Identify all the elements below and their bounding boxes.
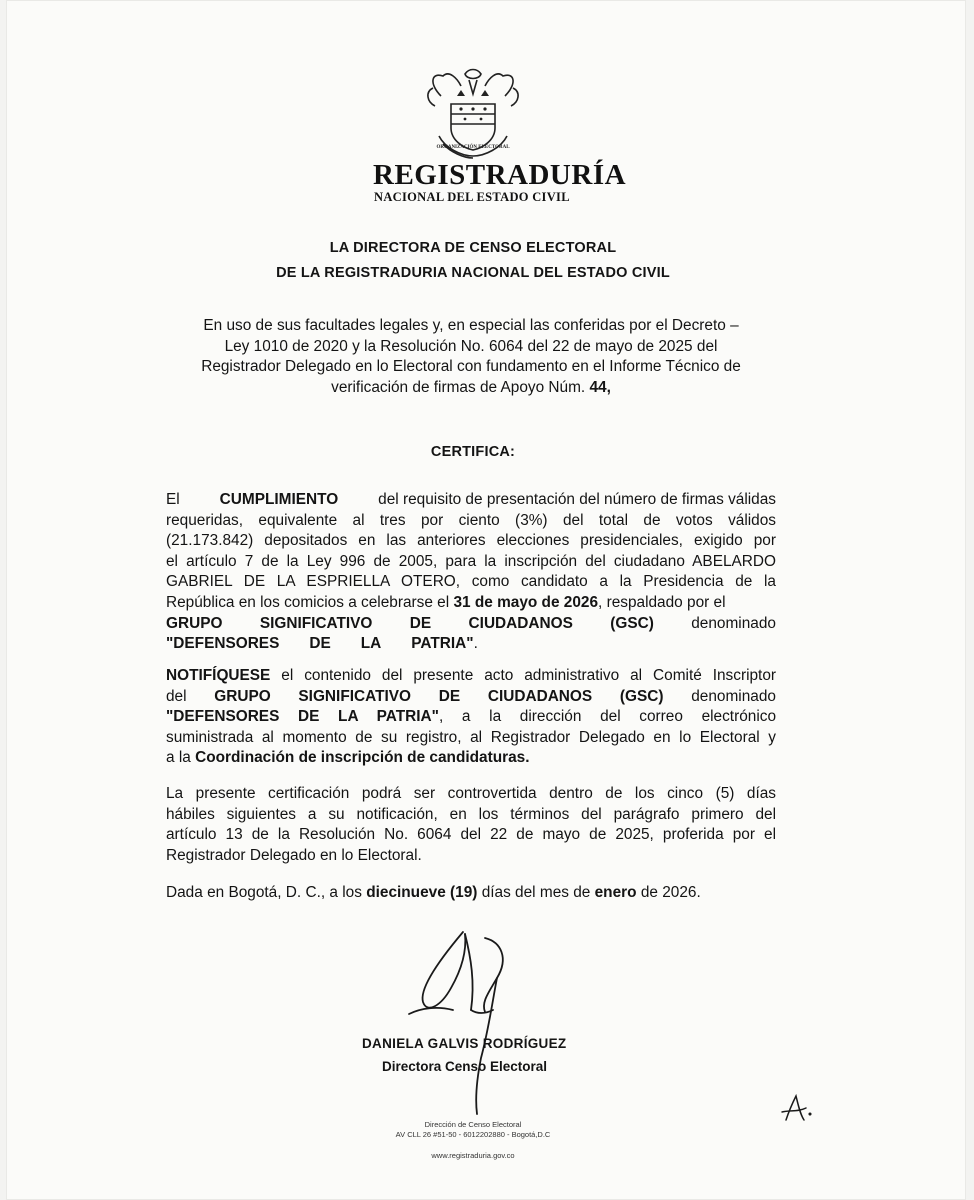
word: , a la dirección del correo electrónico [438, 708, 777, 726]
word-bold: enero [594, 884, 637, 901]
word-bold: CIUDADANOS [487, 687, 593, 705]
line-text: GABRIEL DE LA ESPRIELLA OTERO, como candidato a la Presidencia de la [166, 573, 776, 591]
heading-line-1: LA DIRECTORA DE CENSO ELECTORAL [329, 240, 617, 256]
word: el contenido del presente acto administrativo al Comité Inscriptor [281, 667, 777, 684]
text-line [166, 614, 776, 635]
word: de 2026. [640, 884, 701, 901]
text-line [166, 593, 776, 614]
word: , respaldado por el [598, 593, 726, 611]
line-text: La presente certificación podrá ser controvertida dentro de los cinco (5) días [166, 785, 776, 802]
word: República en los comicios a celebrarse el [166, 593, 450, 611]
word-bold: (GSC) [610, 614, 654, 632]
word-bold: GRUPO [214, 687, 271, 705]
text-line [166, 687, 776, 708]
word-bold: "DEFENSORES [166, 635, 280, 653]
word-bold: GRUPO [166, 614, 223, 632]
paragraph-controversy [166, 784, 776, 866]
line-text [166, 593, 726, 614]
heading-line-2: DE LA REGISTRADURIA NACIONAL DEL ESTADO CIVIL [276, 265, 670, 281]
paragraph-date [166, 883, 776, 904]
preamble-line: Ley 1010 de 2020 y la Resolución No. 6064 del 22 de mayo de 2025 del [224, 337, 718, 355]
word-bold: NOTIFÍQUESE [166, 667, 271, 684]
preamble-number: 44, [589, 378, 611, 396]
text-line [166, 490, 776, 511]
line-text: Registrador Delegado en lo Electoral. [166, 846, 422, 864]
word: denominado [691, 614, 776, 632]
word: del requisito de presentación del número de firmas válidas [378, 491, 776, 508]
word-bold: LA [360, 635, 382, 653]
line-text: (21.173.842) depositados en las anteriores elecciones presidenciales, exigido por [166, 532, 776, 550]
text-line [166, 784, 776, 805]
line-text [166, 666, 776, 687]
handwritten-signature [401, 918, 541, 1118]
text-line [166, 572, 776, 593]
text-line [166, 552, 776, 573]
footer-office: Dirección de Censo Electoral [424, 1120, 522, 1129]
line-text: hábiles siguientes a su notificación, en los términos del parágrafo primero del [166, 805, 776, 823]
line-text: requeridas, equivalente al tres por ciento (3%) del total de votos válidos [166, 511, 776, 529]
word-bold: PATRIA" [411, 635, 474, 653]
coat-of-arms-seal [421, 66, 525, 164]
word: a la [166, 749, 191, 767]
word: . [473, 635, 478, 653]
line-text: el artículo 7 de la Ley 996 de 2005, para la inscripción del ciudadano ABELARDO [166, 552, 776, 570]
word: El [166, 491, 180, 508]
word: Dada en Bogotá, D. C., a los [166, 884, 362, 901]
text-line [166, 728, 776, 749]
date-bold: 31 de mayo de 2026 [453, 593, 599, 611]
word: días del mes de [481, 884, 591, 901]
word-bold: "DEFENSORES DE LA PATRIA" [166, 708, 439, 726]
preamble-line: Registrador Delegado en lo Electoral con fundamento en el Informe Técnico de [201, 358, 741, 376]
word: denominado [691, 687, 776, 705]
signer-name: DANIELA GALVIS RODRÍGUEZ [362, 1036, 567, 1051]
paragraph-notifiquese [166, 666, 776, 769]
document-page [6, 0, 966, 1200]
text-line [166, 846, 776, 867]
footer-address: AV CLL 26 #51-50 - 6012202880 - Bogotá,D.C [395, 1130, 551, 1139]
text-line [166, 805, 776, 826]
text-line [166, 707, 776, 728]
line-text [166, 707, 776, 728]
preamble-line [166, 378, 776, 399]
certifica-heading: CERTIFICA: [430, 444, 516, 460]
brand-subtitle: NACIONAL DEL ESTADO CIVIL [374, 190, 570, 204]
footer-web: www.registraduria.gov.co [431, 1151, 515, 1160]
word-bold: DE [438, 687, 461, 705]
preamble-text: verificación de firmas de Apoyo Núm. [331, 378, 586, 396]
seal-text: ORGANIZACIÓN ELECTORAL [436, 145, 510, 150]
word-bold: DE [309, 635, 331, 653]
brand-name: REGISTRADURÍA [373, 159, 627, 191]
word-bold: DE [409, 614, 432, 632]
text-line [166, 511, 776, 532]
paragraph-cumplimiento [166, 490, 776, 655]
word-bold: CIUDADANOS [468, 614, 573, 632]
word-bold: SIGNIFICATIVO [298, 687, 412, 705]
word-bold: CUMPLIMIENTO [219, 491, 339, 508]
signature-block [336, 1036, 636, 1074]
preamble-line: En uso de sus facultades legales y, en especial las conferidas por el Decreto – [203, 317, 739, 334]
text-line [166, 531, 776, 552]
word-bold: SIGNIFICATIVO [259, 614, 373, 632]
line-text: suministrada al momento de su registro, al Registrador Delegado en lo Electoral y [166, 728, 776, 746]
word-bold: (GSC) [619, 687, 664, 705]
brand-block [348, 159, 627, 205]
text-line [166, 748, 776, 769]
text-line [166, 883, 776, 904]
text-line [166, 634, 776, 655]
text-line [166, 825, 776, 846]
line-text: artículo 13 de la Resolución No. 6064 del 22 de mayo de 2025, proferida por el [166, 826, 776, 844]
word-bold: Coordinación de inscripción de candidaturas. [195, 749, 530, 767]
signer-role: Directora Censo Electoral [382, 1059, 548, 1074]
preamble-paragraph [166, 316, 776, 398]
word-bold: diecinueve (19) [366, 884, 478, 901]
text-line [166, 666, 776, 687]
handwritten-initials [776, 1090, 816, 1130]
word: del [166, 687, 187, 705]
